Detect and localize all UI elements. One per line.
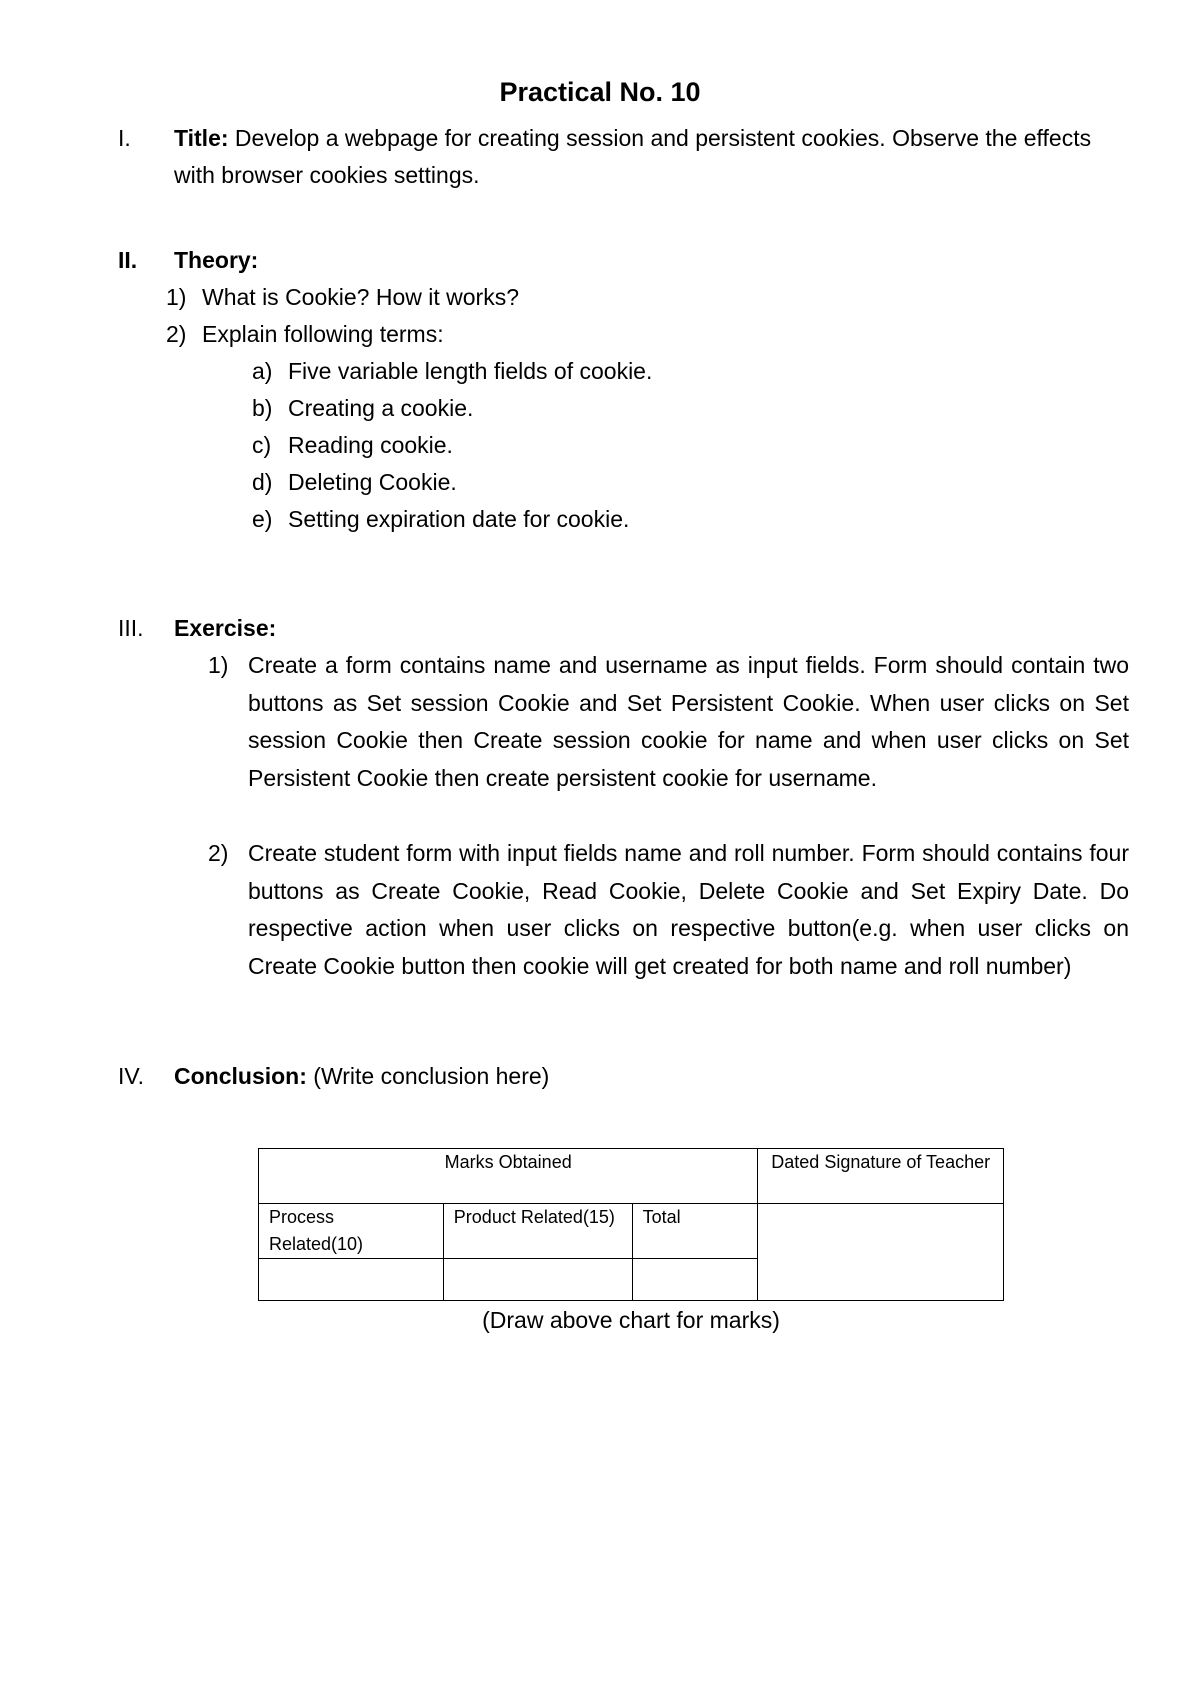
page-title: Practical No. 10	[499, 77, 701, 107]
section-numeral: I.	[118, 125, 131, 151]
list-item	[252, 501, 629, 538]
list-item-text: Explain following terms:	[202, 321, 444, 347]
exercise-heading	[174, 610, 1129, 647]
list-item-text: Create a form contains name and username as input fields. Form should contain two buttons as Set session Cookie and Set Persistent Cookie. When user clicks on Set session Cookie then Create session cookie for name and when user clicks on Set Persistent Cookie then create persistent cookie for username.	[248, 652, 1129, 791]
list-item-text: Creating a cookie.	[288, 395, 474, 421]
table-row	[259, 1204, 1004, 1259]
marks-table	[258, 1148, 1004, 1301]
list-item	[208, 647, 1129, 797]
list-item-text: Deleting Cookie.	[288, 469, 457, 495]
list-marker: 2)	[166, 321, 187, 347]
list-marker: a)	[252, 358, 273, 384]
list-marker: b)	[252, 395, 273, 421]
list-item-text: Reading cookie.	[288, 432, 453, 458]
list-item-text: Five variable length fields of cookie.	[288, 358, 653, 384]
section-numeral: III.	[118, 615, 144, 641]
list-item-text: Create student form with input fields name and roll number. Form should contains four buttons as Create Cookie, Read Cookie, Delete Cookie and Set Expiry Date. Do respective action when user clicks on respective button(e.g. when user clicks on Create Cookie button then cookie will get created for both name and roll number)	[248, 840, 1129, 979]
section-label: Conclusion:	[174, 1063, 307, 1089]
list-item	[252, 390, 473, 427]
list-item	[252, 353, 652, 390]
marks-obtained-header: Marks Obtained	[259, 1149, 758, 1204]
section-label: Title:	[174, 125, 229, 151]
list-item	[252, 464, 457, 501]
section-label: Theory:	[174, 247, 259, 273]
list-item	[166, 316, 444, 353]
conclusion-text: (Write conclusion here)	[306, 1063, 550, 1089]
process-marks-cell	[259, 1259, 444, 1301]
total-header: Total	[632, 1204, 758, 1259]
list-item-text: Setting expiration date for cookie.	[288, 506, 630, 532]
product-marks-cell	[443, 1259, 632, 1301]
list-item	[208, 835, 1129, 985]
chart-note: (Draw above chart for marks)	[482, 1307, 780, 1333]
section-label: Exercise:	[174, 615, 277, 641]
list-marker: d)	[252, 469, 273, 495]
list-marker: 1)	[166, 284, 187, 310]
table-row	[259, 1149, 1004, 1204]
list-marker: e)	[252, 506, 273, 532]
dated-signature-header: Dated Signature of Teacher	[758, 1149, 1004, 1204]
title-section-text: Develop a webpage for creating session and persistent cookies. Observe the effects with browser cookies settings.	[174, 125, 1092, 188]
conclusion-body	[174, 1058, 1129, 1095]
list-item-text: What is Cookie? How it works?	[202, 284, 519, 310]
list-marker: 2)	[208, 840, 229, 866]
title-section-body	[174, 120, 1129, 194]
total-marks-cell	[632, 1259, 758, 1301]
list-marker: c)	[252, 432, 272, 458]
list-marker: 1)	[208, 652, 229, 678]
section-numeral: II.	[118, 247, 138, 273]
list-item	[166, 279, 519, 316]
theory-heading	[174, 242, 1129, 279]
section-numeral: IV.	[118, 1063, 145, 1089]
product-related-header: Product Related(15)	[443, 1204, 632, 1259]
list-item	[252, 427, 453, 464]
signature-cell	[758, 1204, 1004, 1301]
process-related-header: Process Related(10)	[259, 1204, 444, 1259]
